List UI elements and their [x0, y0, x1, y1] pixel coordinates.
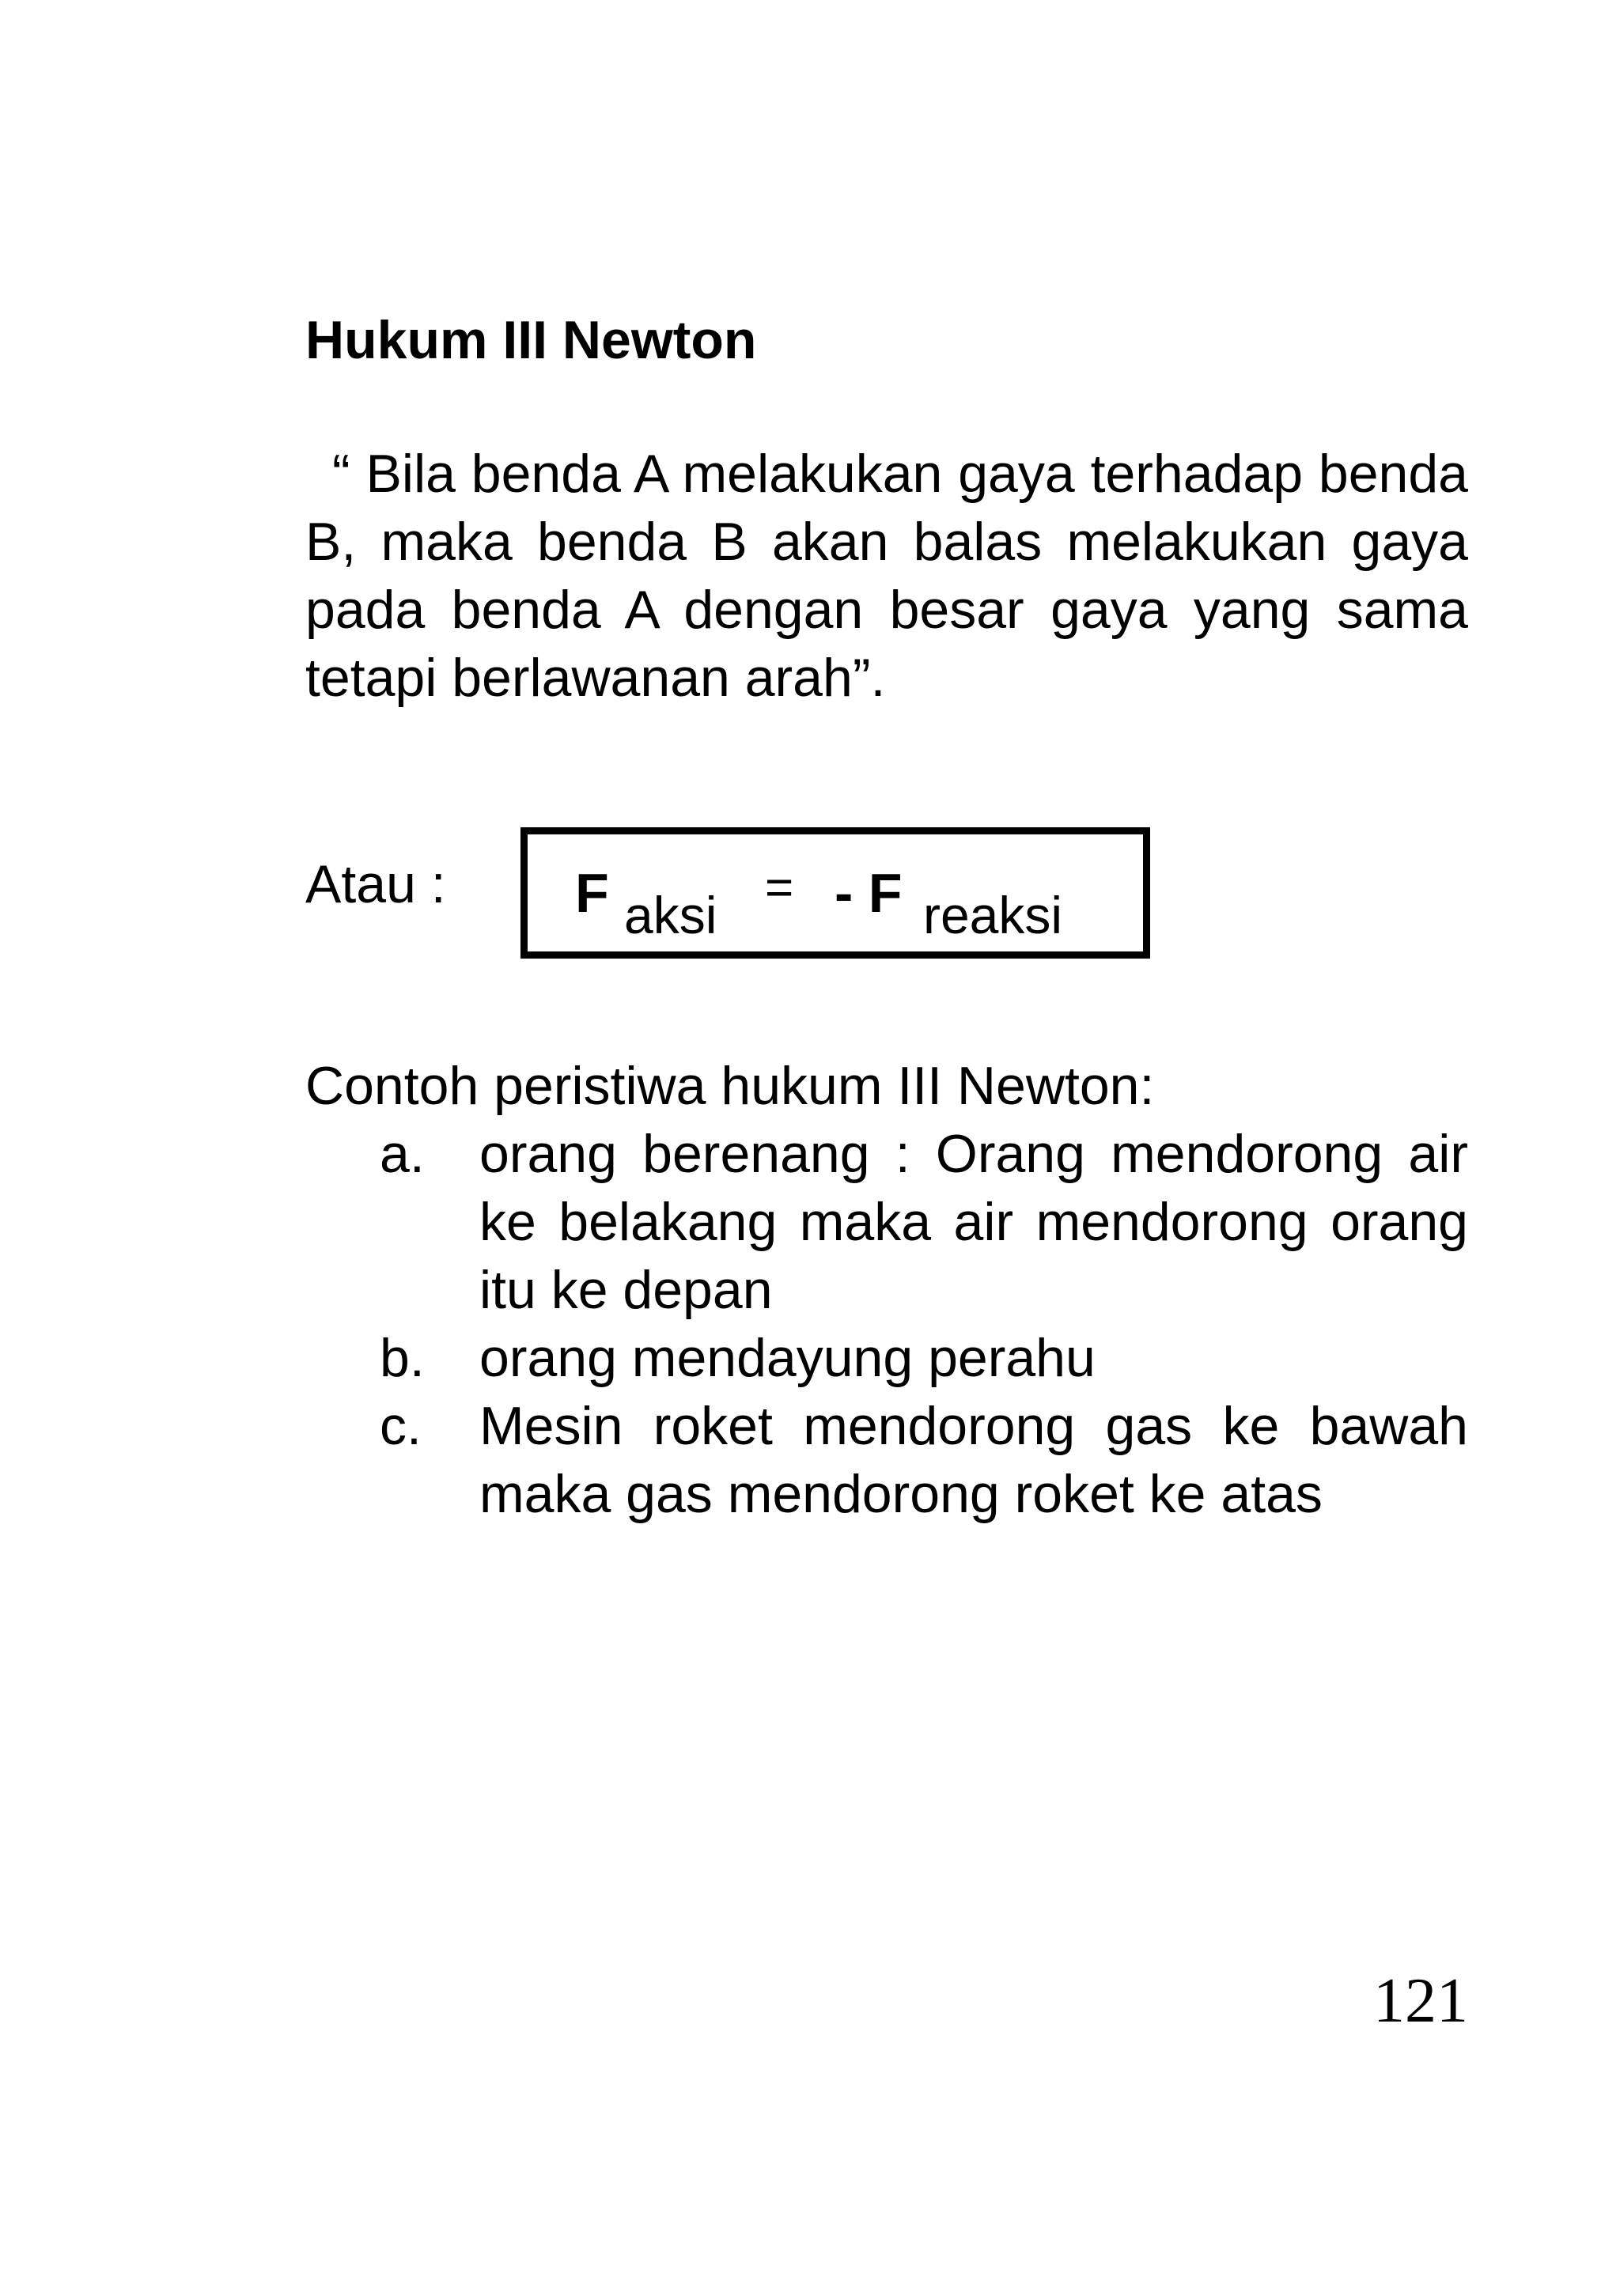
list-item: [305, 1324, 1468, 1392]
formula-left-symbol: F: [575, 862, 609, 924]
list-item: [305, 1392, 1468, 1528]
list-item: [305, 1120, 1468, 1324]
examples-heading: Contoh peristiwa hukum III Newton:: [305, 1056, 1155, 1116]
page-number: 121: [1373, 1966, 1468, 2036]
list-marker: c.: [380, 1396, 422, 1456]
law-statement: “ Bila benda A melakukan gaya terhadap benda B, maka benda B akan balas melakukan gaya pada benda A dengan besar gaya yang sama tetapi berlawanan arah”.: [305, 444, 1468, 708]
formula-right-subscript: reaksi: [923, 886, 1063, 944]
formula-right-symbol: - F: [835, 862, 903, 924]
list-item-text: orang berenang : Orang mendorong air ke belakang maka air mendorong orang itu ke depan: [479, 1124, 1468, 1320]
list-item-text: Mesin roket mendorong gas ke bawah maka gas mendorong roket ke atas: [479, 1396, 1468, 1524]
section-title: Hukum III Newton: [305, 310, 757, 370]
formula-label: Atau :: [305, 854, 446, 914]
formula-box: [520, 827, 1150, 959]
formula-left-subscript: aksi: [624, 886, 717, 944]
list-marker: b.: [380, 1328, 425, 1388]
examples-list: [305, 1120, 1468, 1528]
formula-equals: =: [765, 861, 794, 915]
list-item-text: orang mendayung perahu: [479, 1328, 1096, 1388]
list-marker: a.: [380, 1124, 425, 1184]
